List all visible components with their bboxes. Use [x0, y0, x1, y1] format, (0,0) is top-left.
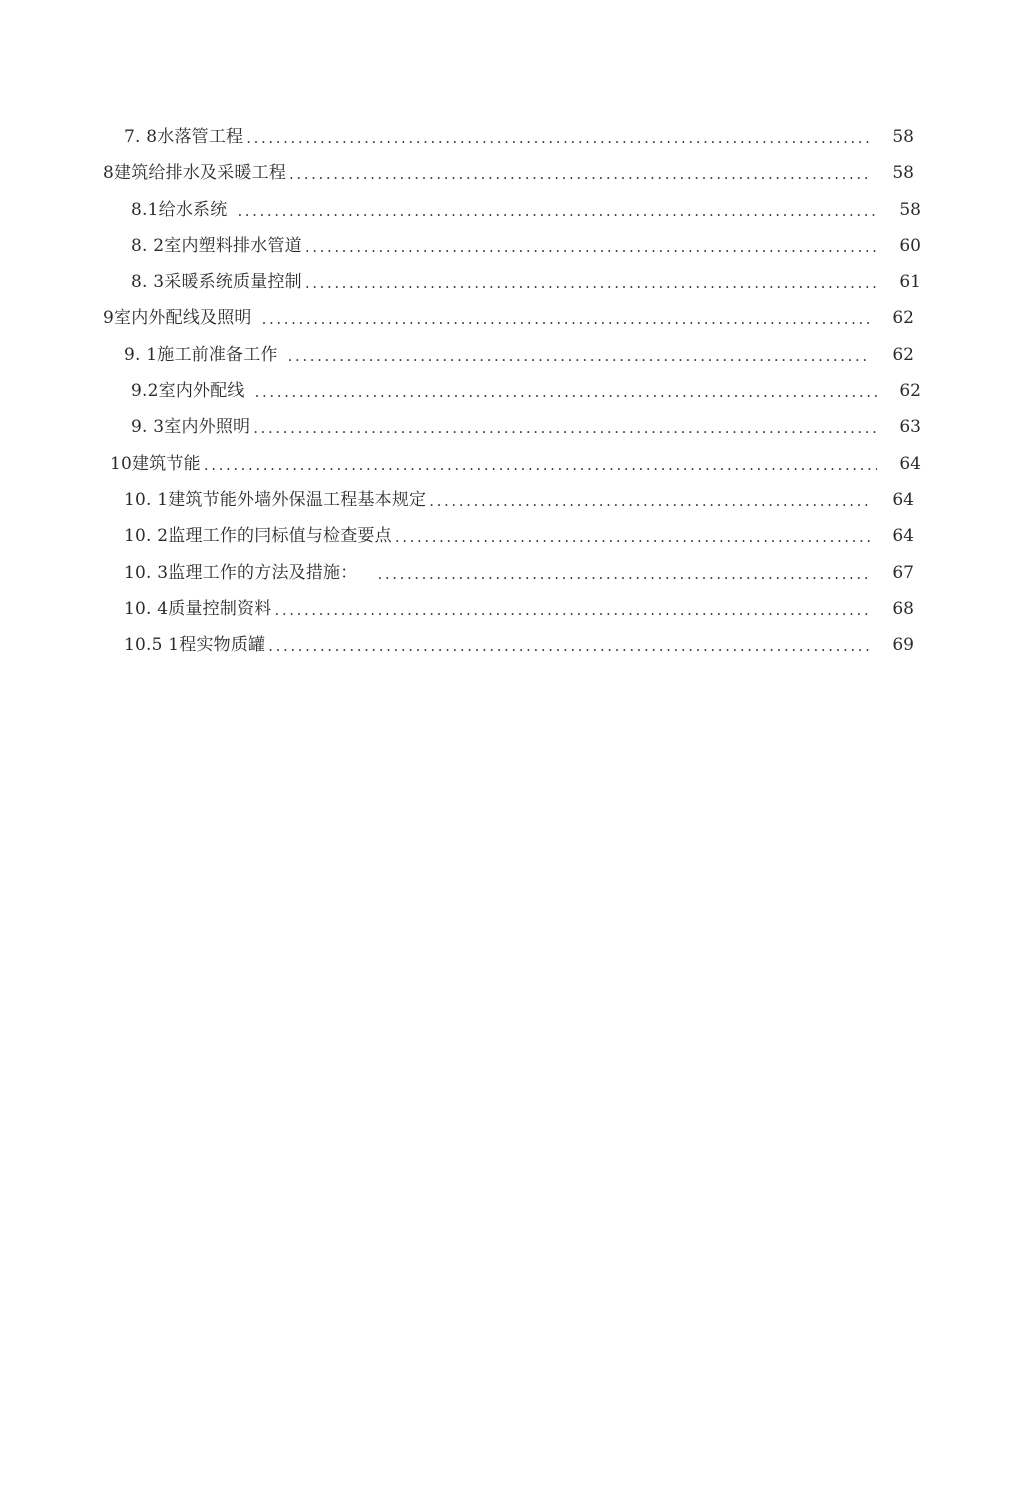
toc-page-number: 64 — [892, 526, 914, 546]
toc-entry-9 — [103, 303, 914, 329]
toc-entry-label: 7. 8水落管工程 — [124, 127, 244, 147]
toc-entry-10-5 — [124, 630, 914, 656]
toc-leader-dots — [253, 418, 877, 438]
toc-leader-dots — [395, 527, 870, 547]
toc-page-number: 58 — [892, 163, 914, 183]
toc-entry-9-3 — [131, 412, 921, 438]
toc-entry-label: 10建筑节能 — [110, 454, 201, 474]
toc-page-number: 63 — [899, 417, 921, 437]
toc-entry-label: 10. 2监理工作的冃标值与检查要点 — [124, 526, 392, 546]
toc-entry-label: 9. 1施工前准备工作 — [124, 345, 278, 365]
toc-page-number: 64 — [899, 454, 921, 474]
toc-leader-dots — [255, 382, 877, 402]
toc-entry-7-8 — [124, 122, 914, 148]
toc-entry-8-2 — [131, 231, 921, 257]
toc-leader-dots — [204, 455, 877, 475]
toc-page-number: 61 — [899, 272, 921, 292]
toc-entry-8 — [103, 158, 914, 184]
toc-entry-9-1 — [124, 340, 914, 366]
toc-entry-10-3 — [124, 558, 914, 584]
toc-leader-dots — [305, 237, 877, 257]
toc-page-number: 58 — [899, 200, 921, 220]
toc-entry-8-1 — [131, 195, 921, 221]
toc-entry-9-2 — [131, 376, 921, 402]
toc-page-number: 60 — [899, 236, 921, 256]
toc-leader-dots — [377, 564, 870, 584]
toc-entry-10-1 — [124, 485, 914, 511]
toc-entry-10 — [110, 449, 921, 475]
toc-leader-dots — [268, 636, 870, 656]
toc-leader-dots — [237, 201, 877, 221]
toc-leader-dots — [288, 346, 870, 366]
toc-leader-dots — [274, 600, 870, 620]
toc-entry-label: 10. 3监理工作的方法及措施： — [124, 563, 358, 583]
toc-entry-label: 10. 4质量控制资料 — [124, 599, 272, 619]
toc-entry-label: 8. 2室内塑料排水管道 — [131, 236, 302, 256]
toc-leader-dots — [246, 128, 870, 148]
toc-entry-10-2 — [124, 521, 914, 547]
toc-entry-label: 10. 1建筑节能外墙外保温工程基本规定 — [124, 490, 427, 510]
toc-entry-label: 8. 3采暖系统质量控制 — [131, 272, 302, 292]
toc-leader-dots — [429, 491, 870, 511]
toc-entry-label: 8建筑给排水及采暖工程 — [103, 163, 287, 183]
toc-entry-label: 10.5 1程实物质罐 — [124, 635, 266, 655]
toc-page-number: 62 — [892, 308, 914, 328]
toc-entry-8-3 — [131, 267, 921, 293]
toc-entry-10-4 — [124, 594, 914, 620]
toc-leader-dots — [262, 309, 870, 329]
toc-page-number: 68 — [892, 599, 914, 619]
toc-page-number: 62 — [892, 345, 914, 365]
toc-page-number: 69 — [892, 635, 914, 655]
toc-entry-label: 8.1给水系统 — [131, 200, 228, 220]
toc-leader-dots — [289, 164, 870, 184]
toc-page-number: 58 — [892, 127, 914, 147]
toc-page-number: 62 — [899, 381, 921, 401]
toc-leader-dots — [305, 273, 877, 293]
toc-page-number: 64 — [892, 490, 914, 510]
toc-entry-label: 9. 3室内外照明 — [131, 417, 251, 437]
toc-entry-label: 9室内外配线及照明 — [103, 308, 252, 328]
toc-page-number: 67 — [892, 563, 914, 583]
toc-entry-label: 9.2室内外配线 — [131, 381, 245, 401]
